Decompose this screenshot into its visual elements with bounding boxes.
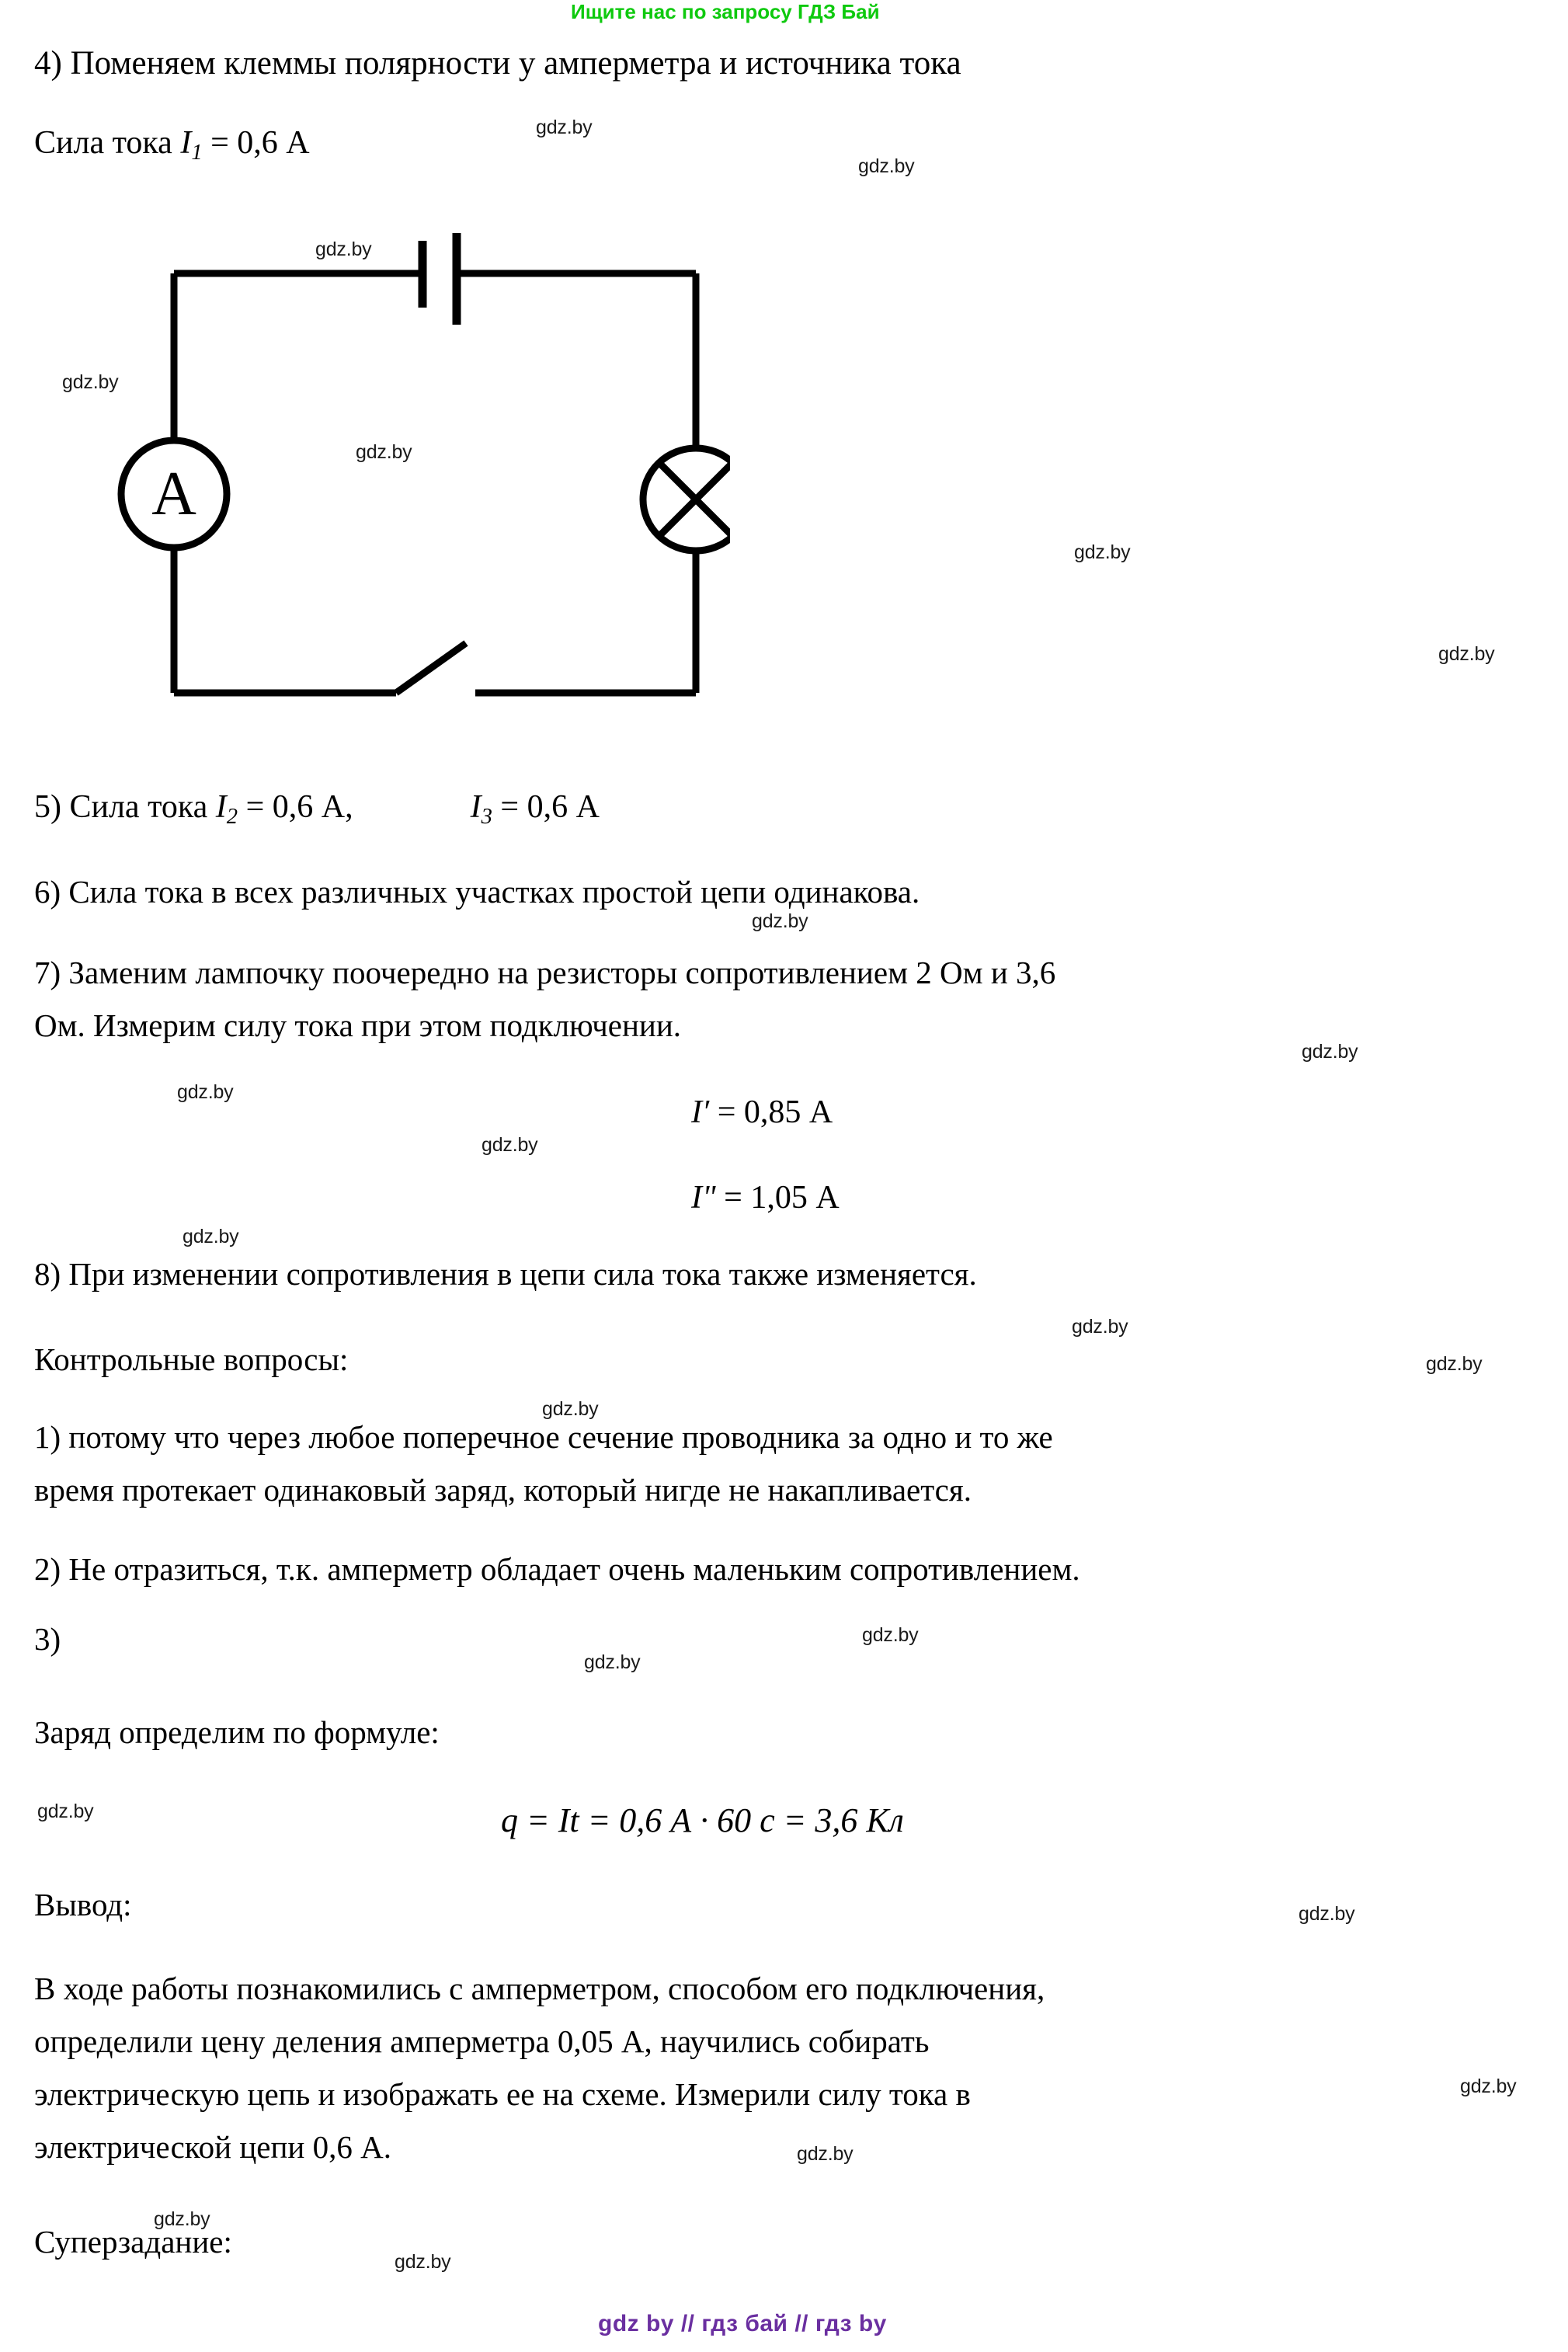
current-1-eq: =: [210, 125, 229, 161]
current-1-symbol: I: [180, 125, 192, 161]
watermark-7: gdz.by: [752, 910, 808, 932]
result-prime-value: 0,85: [743, 1094, 801, 1130]
ammeter-label: A: [151, 460, 196, 528]
charge-formula: q = It = 0,6 А · 60 с = 3,6 Кл: [501, 1801, 904, 1839]
watermark-11: gdz.by: [183, 1226, 239, 1247]
conclusion-heading: Вывод:: [34, 1887, 132, 1922]
conclusion-line-2: определили цену деления амперметра 0,05 А, научились собирать: [34, 2023, 930, 2059]
question-3-text: 3): [34, 1621, 61, 1657]
result-double-value: 1,05: [750, 1180, 808, 1216]
watermark-0: gdz.by: [315, 238, 372, 260]
result-double-equation: [691, 1179, 840, 1216]
conclusion-line-4: электрической цепи 0,6 А.: [34, 2129, 391, 2165]
current-1-unit: А: [286, 125, 310, 161]
current-1-value: 0,6: [237, 125, 278, 161]
result-prime-eq: =: [717, 1094, 736, 1130]
watermark-12: gdz.by: [1072, 1316, 1128, 1338]
watermark-20: gdz.by: [797, 2143, 854, 2165]
step-7-line-2: Ом. Измерим силу тока при этом подключении.: [34, 1007, 682, 1043]
question-1-line-1: 1) потому что через любое поперечное сечение проводника за одно и то же: [34, 1419, 1053, 1455]
conclusion-line-1: В ходе работы познакомились с амперметром, способом его подключения,: [34, 1971, 1045, 2006]
step-5-sub-1: 2: [226, 804, 238, 829]
watermark-22: gdz.by: [395, 2251, 451, 2273]
watermark-2: gdz.by: [536, 117, 593, 138]
promo-banner-top: Ищите нас по запросу ГДЗ Бай: [571, 0, 880, 23]
step-5-symbol-2: I: [470, 789, 482, 825]
watermark-21: gdz.by: [154, 2208, 210, 2230]
step-8-text: 8) При изменении сопротивления в цепи сила тока также изменяется.: [34, 1256, 977, 1292]
watermark-9: gdz.by: [177, 1081, 234, 1103]
result-prime-equation: [691, 1094, 833, 1131]
step-4-text: 4) Поменяем клеммы полярности у амперметра и источника тока: [34, 45, 961, 82]
step-5-sub-2: 3: [481, 804, 492, 829]
result-double-unit: А: [815, 1180, 840, 1216]
switch-blade: [396, 643, 466, 693]
watermark-15: gdz.by: [862, 1624, 919, 1646]
watermark-18: gdz.by: [1299, 1903, 1355, 1925]
watermark-3: gdz.by: [62, 371, 119, 393]
current-1-label: Сила тока: [34, 125, 172, 161]
questions-heading: Контрольные вопросы:: [34, 1341, 349, 1377]
watermark-6: gdz.by: [1438, 643, 1495, 665]
charge-intro-text: Заряд определим по формуле:: [34, 1714, 440, 1750]
watermark-19: gdz.by: [1460, 2075, 1517, 2097]
watermark-4: gdz.by: [356, 441, 412, 463]
circuit-diagram: [93, 233, 730, 730]
current-1-equation: [34, 124, 310, 165]
watermark-8: gdz.by: [1302, 1041, 1358, 1063]
watermark-10: gdz.by: [482, 1134, 538, 1156]
step-5-unit-2: А: [575, 789, 600, 825]
step-5-equation: 5) Сила тока $I_2 = 0,6$ А, $I_3 = 0,6$ А: [34, 789, 600, 829]
result-double-eq: =: [724, 1180, 742, 1216]
step-5-value-2: 0,6: [527, 789, 568, 825]
watermark-14: gdz.by: [542, 1398, 599, 1420]
watermark-1: gdz.by: [858, 155, 915, 177]
question-2-text: 2) Не отразиться, т.к. амперметр обладает очень маленьким сопротивлением.: [34, 1551, 1080, 1587]
conclusion-line-3: электрическую цепь и изображать ее на схеме. Измерили силу тока в: [34, 2076, 971, 2112]
result-prime-unit: А: [808, 1094, 833, 1130]
watermark-5: gdz.by: [1074, 541, 1131, 563]
current-1-subscript: 1: [191, 140, 203, 165]
step-5-symbol-1: I: [215, 789, 227, 825]
step-7-line-1: 7) Заменим лампочку поочередно на резисторы сопротивлением 2 Ом и 3,6: [34, 955, 1056, 990]
watermark-13: gdz.by: [1426, 1353, 1483, 1375]
lamp-circle: [643, 448, 730, 551]
result-double-symbol: I": [691, 1180, 716, 1216]
step-5-value-1: 0,6: [272, 789, 314, 825]
step-5-prefix: 5) Сила тока: [34, 789, 208, 825]
watermark-16: gdz.by: [584, 1651, 641, 1673]
step-6-text: 6) Сила тока в всех различных участках простой цепи одинакова.: [34, 874, 920, 910]
result-prime-symbol: I′: [691, 1094, 710, 1130]
question-1-line-2: время протекает одинаковый заряд, который нигде не накапливается.: [34, 1472, 972, 1508]
promo-banner-bottom: gdz by // гдз бай // гдз by: [598, 2311, 887, 2336]
step-5-unit-1: А,: [321, 789, 353, 825]
watermark-17: gdz.by: [37, 1801, 94, 1822]
super-task-heading: Суперзадание:: [34, 2224, 232, 2260]
